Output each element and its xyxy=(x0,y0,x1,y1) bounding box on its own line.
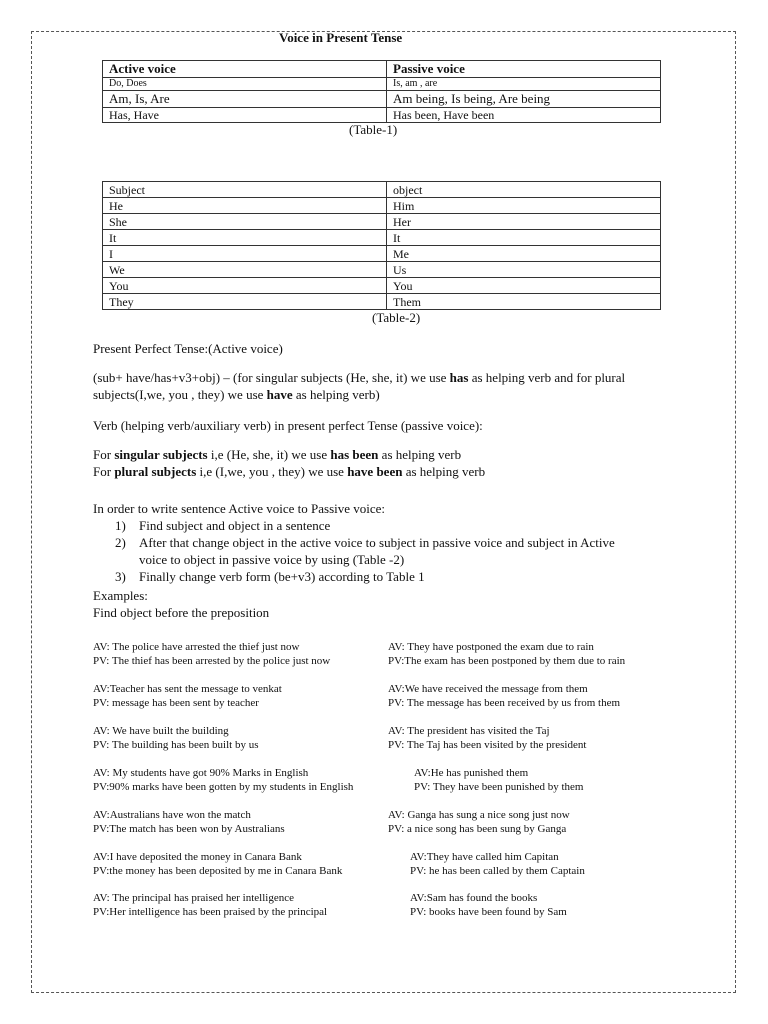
example-right-pv: PV: he has been called by them Captain xyxy=(410,865,585,877)
table-row xyxy=(103,246,661,262)
bold-text: has been xyxy=(330,447,379,462)
table-cell: Him xyxy=(387,198,661,214)
steps-list xyxy=(115,517,675,585)
example-right-av: AV:We have received the message from them xyxy=(388,683,588,695)
bold-have: have xyxy=(266,387,293,402)
bold-text: plural subjects xyxy=(114,464,197,479)
bold-text: have been xyxy=(347,464,403,479)
example-left-av: AV: We have built the building xyxy=(93,725,229,737)
example-left-av: AV: My students have got 90% Marks in English xyxy=(93,767,309,779)
example-right-pv: PV: books have been found by Sam xyxy=(410,906,567,918)
example-right-av: AV: The president has visited the Taj xyxy=(388,725,550,737)
example-right-pv: PV: The Taj has been visited by the president xyxy=(388,739,587,751)
table-cell: Has been, Have been xyxy=(387,108,661,123)
example-left-av: AV: The police have arrested the thief just now xyxy=(93,641,300,653)
table-cell: They xyxy=(103,294,387,310)
table-header-row xyxy=(103,61,661,78)
list-number: 3) xyxy=(115,569,126,584)
table-row xyxy=(103,214,661,230)
example-left-pv: PV:the money has been deposited by me in Canara Bank xyxy=(93,865,343,877)
example-right-pv: PV: The message has been received by us from them xyxy=(388,697,621,709)
table-row xyxy=(103,91,661,108)
table-cell: Her xyxy=(387,214,661,230)
example-left-pv: PV: message has been sent by teacher xyxy=(93,697,259,709)
table-cell: object xyxy=(387,182,661,198)
table-cell: Me xyxy=(387,246,661,262)
example-left-av: AV:Australians have won the match xyxy=(93,809,251,821)
example-right-av: AV:They have called him Capitan xyxy=(410,851,559,863)
list-item-continuation: voice to object in passive voice by using (Table -2) xyxy=(139,552,405,567)
header-passive-voice: Passive voice xyxy=(387,61,661,78)
example-right-pv: PV:The exam has been postponed by them due to rain xyxy=(388,655,626,667)
table-cell: Is, am , are xyxy=(387,78,661,91)
bold-text: singular subjects xyxy=(114,447,208,462)
example-left-av: AV:Teacher has sent the message to venkat xyxy=(93,683,282,695)
example-left-pv: PV: The thief has been arrested by the police just now xyxy=(93,655,331,667)
table-cell: It xyxy=(103,230,387,246)
page-title: Voice in Present Tense xyxy=(279,30,403,45)
table-cell: You xyxy=(387,278,661,294)
table-cell: Us xyxy=(387,262,661,278)
header-active-voice: Active voice xyxy=(103,61,387,78)
example-right-pv: PV: They have been punished by them xyxy=(414,781,584,793)
example-right-av: AV: Ganga has sung a nice song just now xyxy=(388,809,570,821)
table-cell: He xyxy=(103,198,387,214)
text-span: as helping verb xyxy=(378,447,462,462)
text-span: For xyxy=(93,464,115,479)
table-row xyxy=(103,294,661,310)
examples-label: Examples: xyxy=(93,588,148,603)
list-item xyxy=(115,568,675,585)
verb-line: Verb (helping verb/auxiliary verb) in present perfect Tense (passive voice): xyxy=(93,418,483,433)
verb-table xyxy=(102,60,661,123)
text-span: i,e (He, she, it) we use xyxy=(207,447,331,462)
ppt-heading: Present Perfect Tense:(Active voice) xyxy=(93,341,283,356)
plural-line xyxy=(93,463,485,480)
table-cell: We xyxy=(103,262,387,278)
formula-paragraph xyxy=(93,369,653,403)
list-text: After that change object in the active voice to subject in passive voice and subject in Active xyxy=(139,535,615,550)
text-span: For xyxy=(93,447,115,462)
table-row xyxy=(103,78,661,91)
singular-line xyxy=(93,446,461,463)
example-right-pv: PV: a nice song has been sung by Ganga xyxy=(388,823,567,835)
text-span: as helping verb) xyxy=(292,387,380,402)
example-left-pv: PV:Her intelligence has been praised by the principal xyxy=(93,906,328,918)
text-span: as helping verb xyxy=(402,464,486,479)
list-number: 2) xyxy=(115,535,126,550)
list-text: Finally change verb form (be+v3) according to Table 1 xyxy=(139,569,425,584)
list-item xyxy=(115,534,675,551)
example-left-av: AV: The principal has praised her intelligence xyxy=(93,892,294,904)
list-number: 1) xyxy=(115,518,126,533)
table-cell: Has, Have xyxy=(103,108,387,123)
list-text: Find subject and object in a sentence xyxy=(139,518,331,533)
table1-caption: (Table-1) xyxy=(349,122,398,137)
table-cell: Am, Is, Are xyxy=(103,91,387,108)
example-left-pv: PV:The match has been won by Australians xyxy=(93,823,285,835)
table-cell: I xyxy=(103,246,387,262)
table-cell: Am being, Is being, Are being xyxy=(387,91,661,108)
example-right-av: AV:Sam has found the books xyxy=(410,892,538,904)
list-item xyxy=(115,517,675,534)
pronoun-table xyxy=(102,181,661,310)
table-row xyxy=(103,108,661,123)
example-left-pv: PV:90% marks have been gotten by my students in English xyxy=(93,781,354,793)
bold-has: has xyxy=(449,370,469,385)
table2-caption: (Table-2) xyxy=(372,310,421,325)
example-left-pv: PV: The building has been built by us xyxy=(93,739,259,751)
table-row xyxy=(103,230,661,246)
table-row xyxy=(103,278,661,294)
table-cell: It xyxy=(387,230,661,246)
order-line: In order to write sentence Active voice to Passive voice: xyxy=(93,501,386,516)
example-left-av: AV:I have deposited the money in Canara Bank xyxy=(93,851,302,863)
table-cell: You xyxy=(103,278,387,294)
text-span: i,e (I,we, you , they) we use xyxy=(196,464,348,479)
table-row xyxy=(103,262,661,278)
example-right-av: AV:He has punished them xyxy=(414,767,529,779)
table-cell: She xyxy=(103,214,387,230)
table-cell: Do, Does xyxy=(103,78,387,91)
example-right-av: AV: They have postponed the exam due to rain xyxy=(388,641,594,653)
table-row xyxy=(103,182,661,198)
table-cell: Them xyxy=(387,294,661,310)
find-object-line: Find object before the preposition xyxy=(93,605,270,620)
table-row xyxy=(103,198,661,214)
text-span: as helping verb and for plural subjects(I,we, you , they) we use xyxy=(93,370,626,402)
text-span: (sub+ have/has+v3+obj) – (for singular subjects (He, she, it) we use xyxy=(93,370,450,385)
table-cell: Subject xyxy=(103,182,387,198)
